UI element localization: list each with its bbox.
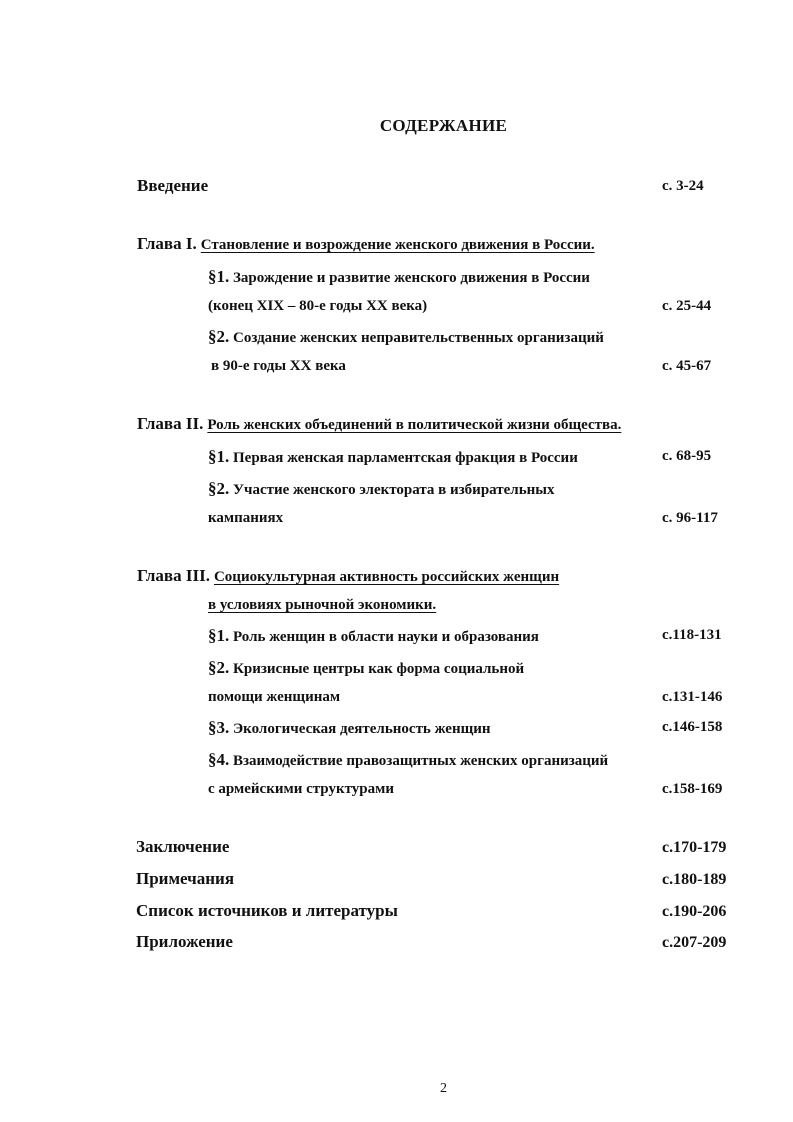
toc-notes-pages: с.180-189	[662, 871, 727, 888]
toc-sources-label: Список источников и литературы	[136, 901, 398, 920]
chapter3-sec2-title: Кризисные центры как форма социальной	[233, 661, 525, 677]
chapter3-sec3-line1	[208, 718, 491, 738]
page-number: 2	[440, 1081, 447, 1096]
chapter3-sec4-line1	[208, 750, 608, 770]
chapter3-heading	[137, 566, 559, 586]
chapter3-sec2-pages: с.131-146	[662, 689, 723, 705]
toc-intro-label: Введение	[137, 176, 209, 195]
chapter3-sec1-line1	[208, 626, 539, 646]
toc-sources-pages: с.190-206	[662, 903, 727, 920]
chapter3-prefix: Глава III.	[137, 566, 210, 585]
chapter3-sec2-line1	[208, 658, 524, 678]
chapter2-sec2-line1	[208, 479, 555, 499]
toc-conclusion-label: Заключение	[136, 837, 230, 856]
chapter2-sec2-title: Участие женского электората в избирательных	[233, 482, 555, 498]
chapter1-sec2-pages: с. 45-67	[662, 358, 712, 374]
toc-notes-label: Примечания	[136, 869, 235, 888]
chapter2-sec2-num: §2.	[208, 479, 230, 498]
chapter2-sec1-line1	[208, 447, 578, 467]
chapter3-sec1-title: Роль женщин в области науки и образования	[233, 629, 539, 645]
chapter3-sec3-num: §3.	[208, 718, 230, 737]
chapter1-sec1-pages: с. 25-44	[662, 298, 712, 314]
chapter3-sec2-num: §2.	[208, 658, 230, 677]
toc-conclusion-pages: с.170-179	[662, 839, 727, 856]
chapter2-heading	[137, 414, 621, 434]
chapter3-sec2-line2: помощи женщинам	[208, 689, 341, 705]
chapter1-title: Становление и возрождение женского движения в России.	[200, 237, 595, 253]
chapter3-sec3-title: Экологическая деятельность женщин	[233, 721, 491, 737]
chapter3-title-line2: в условиях рыночной экономики.	[208, 597, 437, 613]
chapter1-sec2-line2: в 90-е годы XX века	[211, 358, 346, 374]
chapter2-sec2-pages: с. 96-117	[662, 510, 718, 526]
chapter3-sec1-num: §1.	[208, 626, 230, 645]
toc-appendix-pages: с.207-209	[662, 934, 727, 951]
chapter3-sec4-title: Взаимодействие правозащитных женских организаций	[233, 753, 609, 769]
chapter1-sec1-title: Зарождение и развитие женского движения в России	[233, 270, 590, 286]
chapter3-title-line1: Социокультурная активность российских женщин	[213, 569, 560, 585]
toc-title: СОДЕРЖАНИЕ	[379, 116, 508, 135]
chapter2-sec2-line2: кампаниях	[208, 510, 284, 526]
chapter1-sec2-title: Создание женских неправительственных организаций	[233, 330, 604, 346]
toc-appendix-label: Приложение	[136, 932, 233, 951]
chapter2-sec1-num: §1.	[208, 447, 230, 466]
chapter1-sec2-line1	[208, 327, 604, 347]
chapter3-sec3-pages: с.146-158	[662, 719, 723, 735]
chapter2-sec1-title: Первая женская парламентская фракция в России	[233, 450, 578, 466]
chapter3-sec4-num: §4.	[208, 750, 230, 769]
chapter1-sec1-line1	[208, 267, 590, 287]
chapter2-prefix: Глава II.	[137, 414, 204, 433]
chapter1-heading	[137, 234, 595, 254]
toc-intro-pages: с. 3-24	[662, 178, 704, 194]
chapter1-prefix: Глава I.	[137, 234, 197, 253]
chapter2-title: Роль женских объединений в политической жизни общества.	[207, 417, 622, 433]
chapter3-sec1-pages: с.118-131	[662, 627, 722, 643]
chapter2-sec1-pages: с. 68-95	[662, 448, 712, 464]
chapter1-sec1-num: §1.	[208, 267, 230, 286]
chapter3-sec4-pages: с.158-169	[662, 781, 723, 797]
chapter1-sec1-line2: (конец XIX – 80-е годы XX века)	[208, 298, 428, 314]
chapter3-sec4-line2: с армейскими структурами	[208, 781, 394, 797]
chapter1-sec2-num: §2.	[208, 327, 230, 346]
